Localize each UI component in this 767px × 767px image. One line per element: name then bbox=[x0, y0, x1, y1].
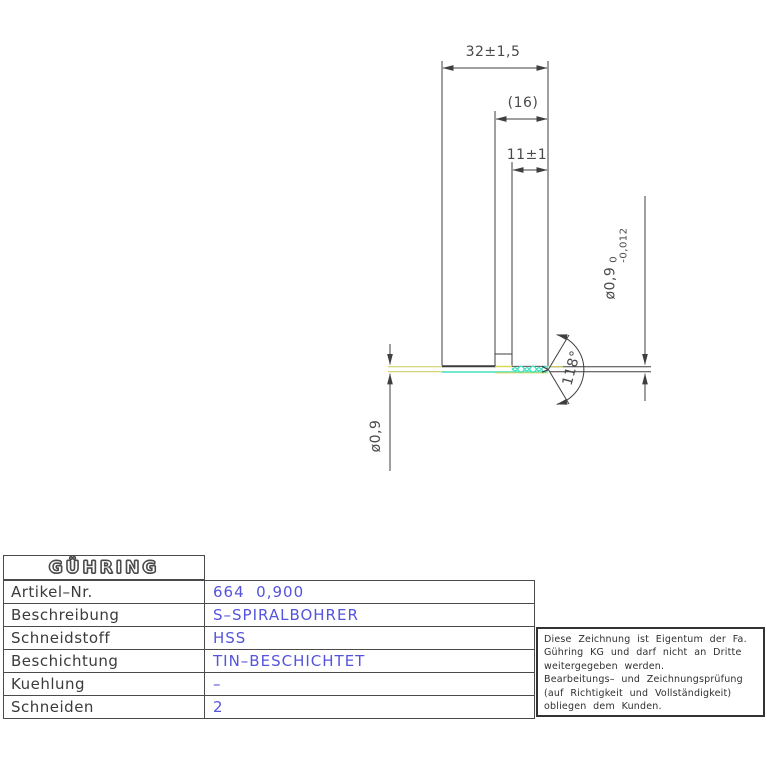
note-line: Bearbeitungs– und Zeichnungsprüfung bbox=[544, 674, 743, 686]
table-row bbox=[4, 673, 534, 696]
dim-total-length: 32±1,5 bbox=[465, 44, 521, 60]
logo-cell bbox=[3, 555, 205, 580]
note-line: weitergegeben werden. bbox=[544, 660, 665, 672]
dim-diameter-right-tol-lower: -0,012 bbox=[618, 227, 630, 263]
table-row bbox=[4, 696, 534, 719]
note-line: Gühring KG und darf nicht an Dritte bbox=[544, 647, 742, 659]
note-line: obliegen dem Kunden. bbox=[544, 701, 662, 713]
dim-flute-length: (16) bbox=[507, 95, 539, 111]
table-row bbox=[4, 604, 534, 627]
dim-diameter-left: ø0,9 bbox=[368, 419, 384, 453]
note-line: Diese Zeichnung ist Eigentum der Fa. bbox=[544, 634, 747, 645]
dim-point-angle: 118° bbox=[559, 348, 585, 388]
title-block-table bbox=[3, 555, 535, 719]
row-label: Beschichtung bbox=[4, 650, 205, 672]
table-row bbox=[4, 650, 534, 673]
row-value: 664 0,900 bbox=[213, 583, 305, 601]
row-label: Beschreibung bbox=[4, 604, 205, 626]
dim-diameter-right bbox=[603, 199, 630, 329]
table-row bbox=[4, 581, 534, 604]
row-value: S–SPIRALBOHRER bbox=[213, 606, 359, 624]
note-line: (auf Richtigkeit und Vollständigkeit) bbox=[544, 687, 732, 699]
guehring-logo: GÜHRING bbox=[48, 557, 160, 578]
table-row bbox=[4, 627, 534, 650]
dim-partial-length: 11±1 bbox=[506, 147, 548, 163]
row-value: – bbox=[213, 675, 222, 693]
row-label: Kuehlung bbox=[4, 673, 205, 695]
left-diameter-dimension bbox=[388, 344, 444, 471]
dim-diameter-right-base: ø0,9 bbox=[602, 266, 619, 300]
dim-diameter-right-tol-upper: 0 bbox=[608, 255, 620, 263]
row-label: Artikel–Nr. bbox=[4, 581, 205, 603]
row-label: Schneidstoff bbox=[4, 627, 205, 649]
ownership-note-box bbox=[536, 627, 765, 717]
row-value: TIN–BESCHICHTET bbox=[213, 652, 366, 670]
title-block-rows bbox=[3, 580, 535, 719]
row-value: HSS bbox=[213, 629, 247, 647]
row-label: Schneiden bbox=[4, 696, 205, 718]
row-value: 2 bbox=[213, 698, 224, 716]
drill-profile bbox=[442, 366, 548, 373]
